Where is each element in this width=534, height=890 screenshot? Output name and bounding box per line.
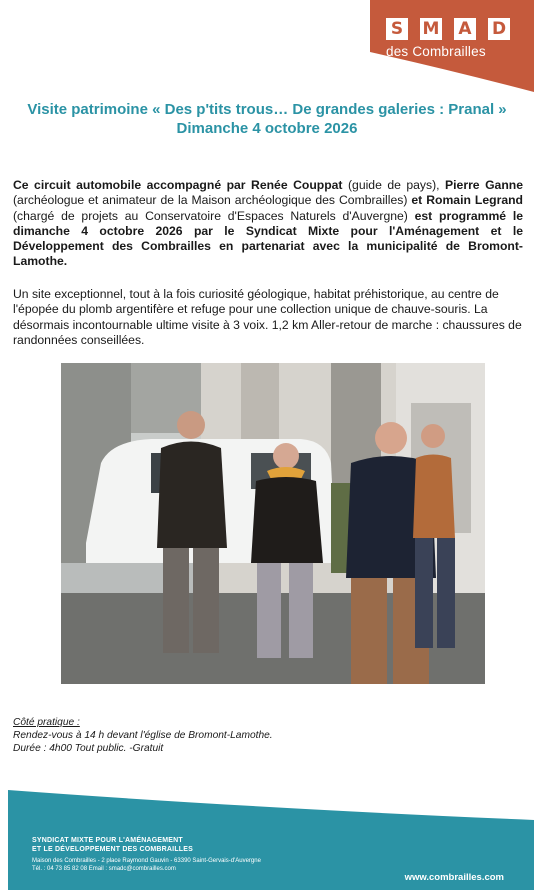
practical-duration: Durée : 4h00 Tout public. -Gratuit <box>13 743 164 754</box>
footer-website-link[interactable]: www.combrailles.com <box>404 872 504 883</box>
footer-org-line2: ET LE DÉVELOPPEMENT DES COMBRAILLES <box>32 846 194 853</box>
intro-bold-3: et Romain Legrand <box>411 193 523 208</box>
smad-logo <box>386 18 510 59</box>
description-paragraph: Un site exceptionnel, tout à la fois curiosité géologique, habitat préhistorique, au centre de l'épopée du plomb argentifère et refuge pour une collection unique de chauve-souris. La désormais incontournable ultime visite à 3 voix. 1,2 km Aller-retour de marche : chaussures de randonnées conseillées. <box>13 287 522 347</box>
practical-meeting: Rendez-vous à 14 h devant l'église de Bromont-Lamothe. <box>13 730 273 741</box>
practical-heading: Côté pratique : <box>13 717 80 728</box>
logo-subtitle: des Combrailles <box>386 44 486 59</box>
logo-letter: D <box>488 18 510 40</box>
event-title: Visite patrimoine « Des p'tits trous… De grandes galeries : Pranal » <box>27 101 507 118</box>
practical-info <box>13 716 273 755</box>
intro-text-1: (guide de pays), <box>342 178 446 192</box>
intro-bold-4: est programmé le dimanche 4 octobre 2026 par le Syndicat Mixte pour l'Aménagement et le Développement des Combrailles en partenariat avec la municipalité de Bromont-Lamothe. <box>13 208 523 269</box>
intro-text-2: (archéologue et animateur de la Maison archéologique des Combrailles) <box>13 193 412 208</box>
intro-paragraph <box>13 178 523 270</box>
footer-address: Maison des Combrailles - 2 place Raymond Gauvin - 63390 Saint-Gervais-d'Auvergne <box>32 858 261 864</box>
footer-org-line1: SYNDICAT MIXTE POUR L'AMÉNAGEMENT <box>32 837 183 844</box>
intro-bold-1: Ce circuit automobile accompagné par Renée Couppat <box>13 178 343 192</box>
intro-bold-2: Pierre Ganne <box>445 178 523 192</box>
logo-letter: M <box>420 18 442 40</box>
group-photo <box>61 363 485 684</box>
event-date: Dimanche 4 octobre 2026 <box>176 120 358 137</box>
logo-letter: A <box>454 18 476 40</box>
intro-text-3: (chargé de projets au Conservatoire d'Espaces Naturels d'Auvergne) <box>13 208 415 223</box>
logo-letter: S <box>386 18 408 40</box>
footer-contact: Tél. : 04 73 85 82 08 Email : smadc@combrailles.com <box>32 866 176 872</box>
